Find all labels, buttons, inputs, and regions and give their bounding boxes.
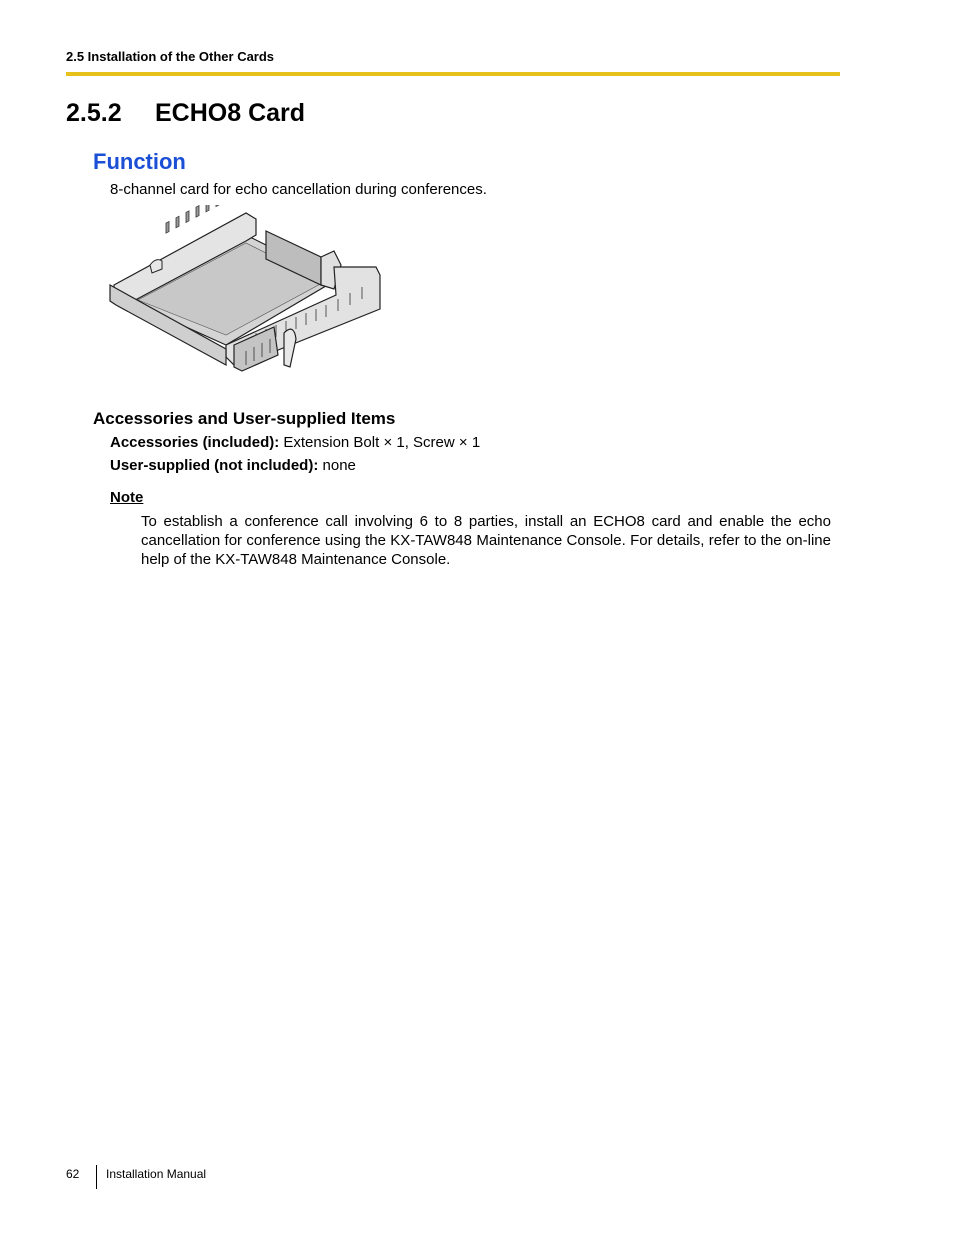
section-number: 2.5.2 <box>66 99 122 127</box>
function-heading: Function <box>93 149 186 174</box>
accessories-included-label: Accessories (included): <box>110 434 280 451</box>
accessories-heading: Accessories and User-supplied Items <box>93 409 396 428</box>
card-latch <box>284 329 296 367</box>
note-text: To establish a conference call involving 6 to 8 parties, install an ECHO8 card and enable the echo cancellation for conference using the KX-TAW848 Maintenance Console. For details, refer to the on-line help of the KX-TAW848 Maintenance Console. <box>141 513 831 568</box>
function-description: 8-channel card for echo cancellation during conferences. <box>110 181 487 198</box>
footer-page-number: 62 <box>66 1167 80 1181</box>
user-supplied-label: User-supplied (not included): <box>110 457 319 474</box>
footer-doc-title: Installation Manual <box>106 1167 207 1181</box>
running-header: 2.5 Installation of the Other Cards <box>66 49 275 64</box>
footer-separator <box>96 1165 97 1189</box>
user-supplied-value: none <box>318 457 356 474</box>
accessories-included <box>110 434 480 452</box>
section-heading <box>66 97 305 129</box>
accessories-included-value: Extension Bolt × 1, Screw × 1 <box>279 434 481 451</box>
section-title: ECHO8 Card <box>155 99 306 127</box>
note-label: Note <box>110 489 144 506</box>
echo8-card-illustration <box>106 205 386 377</box>
header-rule <box>66 72 840 76</box>
user-supplied-items <box>110 457 356 475</box>
